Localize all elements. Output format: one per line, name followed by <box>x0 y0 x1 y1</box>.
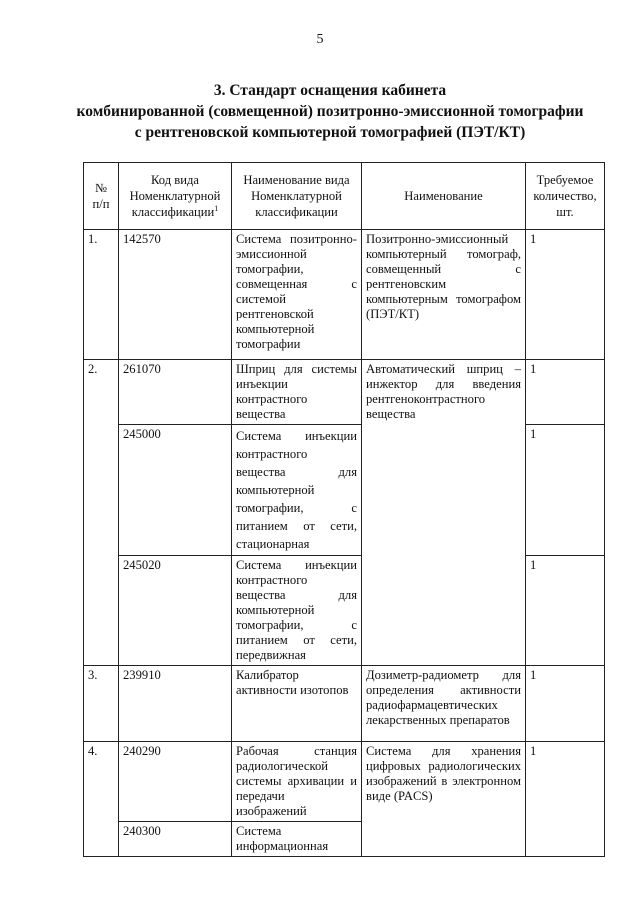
row-qty: 1 <box>526 556 605 666</box>
row-type-name: Рабочая станция радиологической системы архивации и передачи изображений <box>232 742 362 822</box>
row-num: 4. <box>84 742 119 857</box>
title-line-3: с рентгеновской компьютерной томографией (ПЭТ/КТ) <box>134 124 526 141</box>
row-name: Система для хранения цифровых радиологических изображений в электронном виде (PACS) <box>362 742 526 857</box>
table-subrow <box>84 556 605 666</box>
table-row <box>84 230 605 360</box>
row-type-name: Система инъекции контрастного вещества для компьютерной томографии, с питанием от сети, передвижная <box>232 556 362 666</box>
row-type-name: Система информационная <box>232 822 362 857</box>
table-header-row <box>84 163 605 230</box>
header-name: Наименование <box>362 163 526 230</box>
row-type-name: Система инъекции контрастного вещества для компьютерной томографии, с питанием от сети, стационарная <box>232 425 362 556</box>
header-code <box>119 163 232 230</box>
table-row <box>84 742 605 822</box>
footnote-marker: 1 <box>214 203 219 213</box>
row-num: 2. <box>84 360 119 666</box>
table-subrow <box>84 425 605 556</box>
row-type-name: Шприц для системы инъекции контрастного вещества <box>232 360 362 425</box>
row-code: 245020 <box>119 556 232 666</box>
header-num-symbol: № <box>94 181 108 195</box>
row-code: 261070 <box>119 360 232 425</box>
header-num <box>84 163 119 230</box>
equipment-table <box>83 162 605 857</box>
row-code: 239910 <box>119 666 232 742</box>
row-name: Дозиметр-радиометр для определения активности радиофармацевтических лекарственных препаратов <box>362 666 526 742</box>
row-code: 240300 <box>119 822 232 857</box>
row-name: Позитронно-эмиссионный компьютерный томограф, совмещенный с рентгеновским компьютерным томографом (ПЭТ/КТ) <box>362 230 526 360</box>
row-qty: 1 <box>526 230 605 360</box>
row-code: 142570 <box>119 230 232 360</box>
table-row <box>84 360 605 425</box>
row-num: 1. <box>84 230 119 360</box>
row-type-name: Калибратор активности изотопов <box>232 666 362 742</box>
header-code-text: Код вида Номенклатурной классификации <box>129 173 221 219</box>
title-line-2: комбинированной (совмещенной) позитронно-эмиссионной томографии <box>76 103 584 120</box>
row-qty: 1 <box>526 666 605 742</box>
row-type-name: Система позитронно-эмиссионной томографии, совмещенная с системой рентгеновской компьютерной томографии <box>232 230 362 360</box>
title-line-1: 3. Стандарт оснащения кабинета <box>213 82 447 99</box>
row-code: 240290 <box>119 742 232 822</box>
row-qty: 1 <box>526 742 605 857</box>
table-row <box>84 666 605 742</box>
header-type-name: Наименование вида Номенклатурной классификации <box>232 163 362 230</box>
row-code: 245000 <box>119 425 232 556</box>
header-num-abbr: п/п <box>92 197 110 211</box>
section-title <box>60 80 600 143</box>
header-qty: Требуемое количество, шт. <box>526 163 605 230</box>
row-qty: 1 <box>526 360 605 425</box>
page-number: 5 <box>316 32 324 47</box>
row-num: 3. <box>84 666 119 742</box>
row-name: Автоматический шприц – инжектор для введения рентгеноконтрастного вещества <box>362 360 526 666</box>
row-qty: 1 <box>526 425 605 556</box>
